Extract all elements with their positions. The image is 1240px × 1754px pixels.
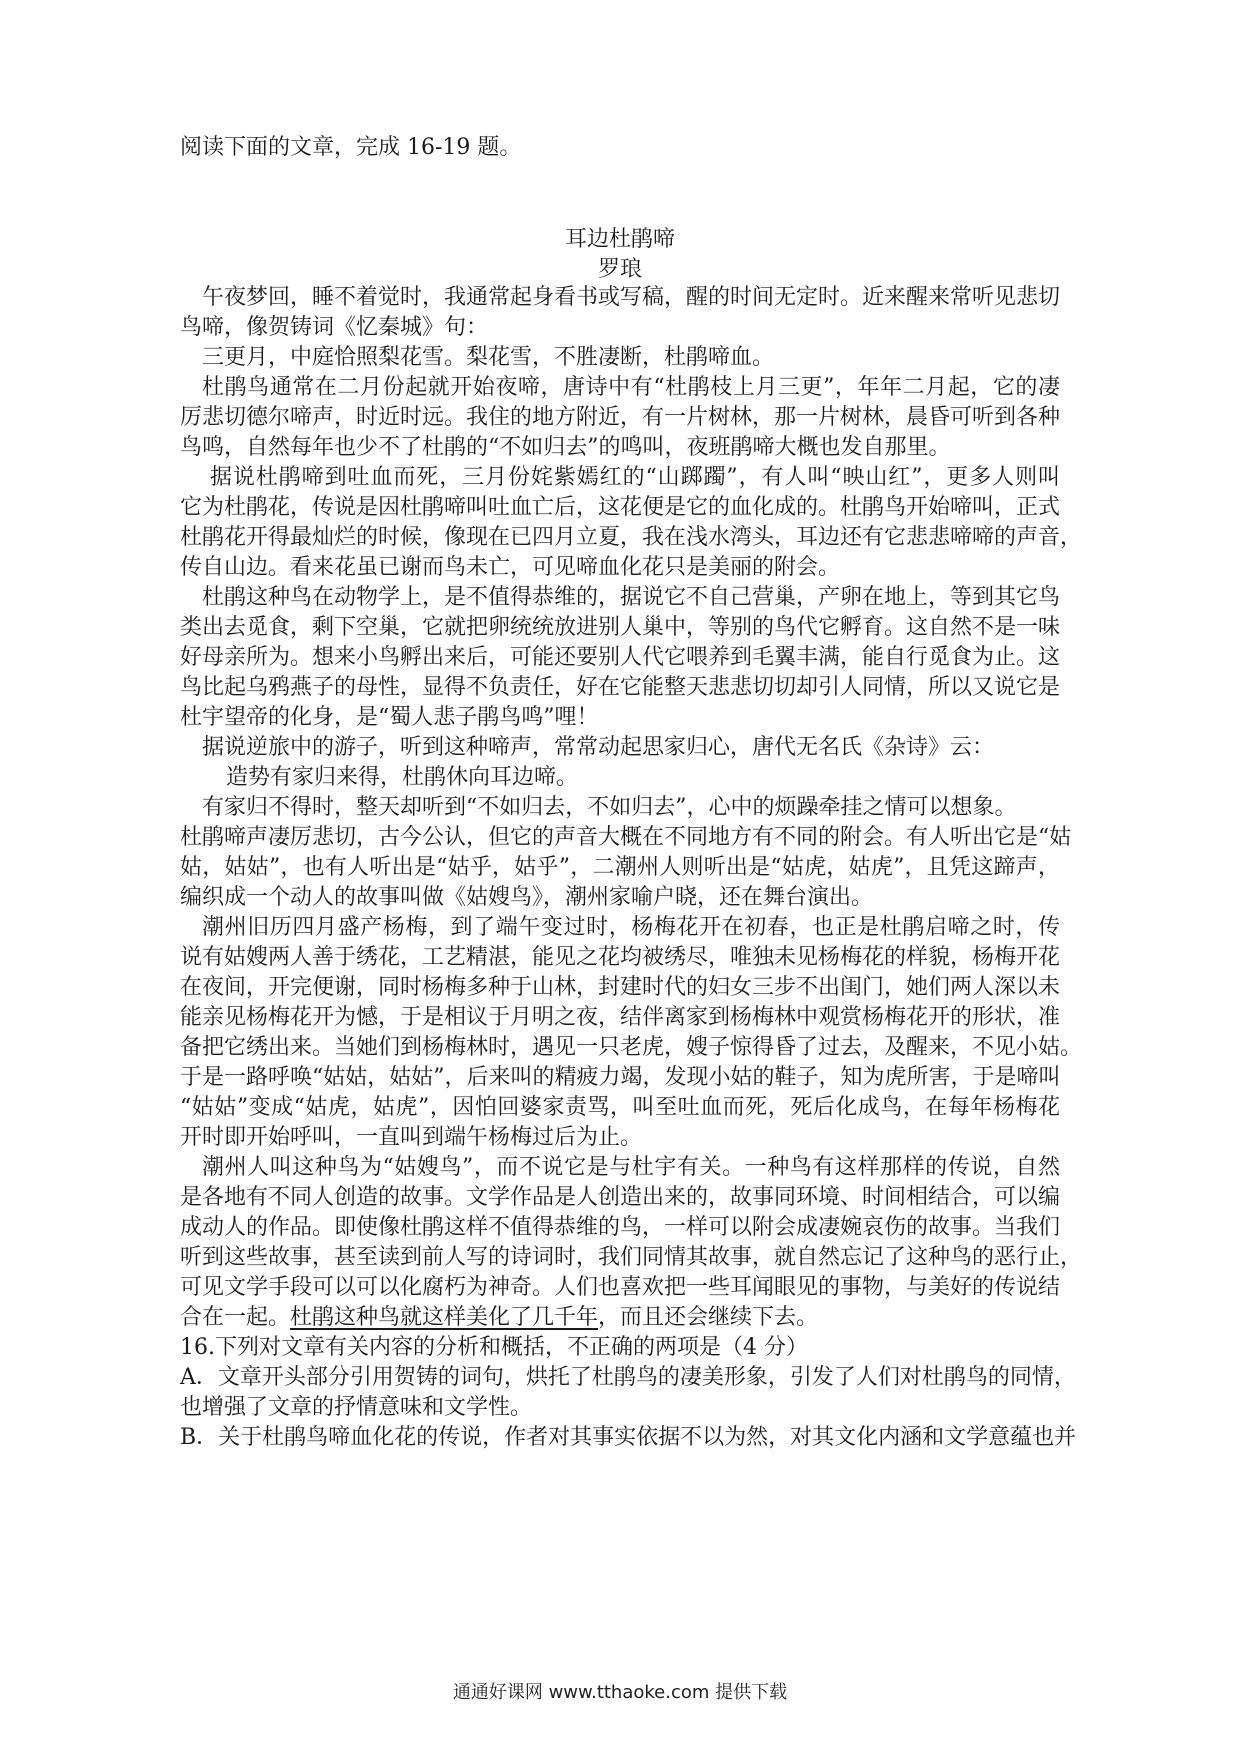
article-line: 杜鹃花开得最灿烂的时候，像现在已四月立夏，我在浅水湾头，耳边还有它悲悲啼啼的声音， — [180, 525, 1083, 550]
article-line: 开时即开始呼叫，一直叫到端午杨梅过后为止。 — [180, 1125, 643, 1150]
article-line: 可见文学手段可以可以化腐朽为神奇。人们也喜欢把一些耳闻眼见的事物，与美好的传说结 — [180, 1275, 1061, 1300]
article-line: 于是一路呼唤“姑姑，姑姑”，后来叫的精疲力竭，发现小姑的鞋子，知为虎所害，于是啼叫 — [180, 1065, 1061, 1090]
article-title: 耳边杜鹃啼 — [564, 227, 675, 252]
article-line: 它为杜鹃花，传说是因杜鹃啼叫吐血亡后，这花便是它的血化成的。杜鹃鸟开始啼叫，正式 — [180, 495, 1061, 520]
option-a-continued: 也增强了文章的抒情意味和文学性。 — [180, 1395, 533, 1420]
article-line: 午夜梦回，睡不着觉时，我通常起身看书或写稿，醒的时间无定时。近来醒来常听见悲切 — [202, 285, 1061, 310]
question-stem: 16.下列对文章有关内容的分析和概括，不正确的两项是（4 分） — [180, 1335, 808, 1360]
article-line: 成动人的作品。即使像杜鹃这样不值得恭维的鸟，一样可以附会成凄婉哀伤的故事。当我们 — [180, 1215, 1061, 1240]
article-line: 类出去觅食，剩下空巢，它就把卵统统放进别人巢中，等别的鸟代它孵育。这自然不是一味 — [180, 615, 1061, 640]
article-line: 有家归不得时，整天却听到“不如归去，不如归去”，心中的烦躁牵挂之情可以想象。 — [202, 795, 1017, 820]
option-a: A．文章开头部分引用贺铸的词句，烘托了杜鹃鸟的凄美形象，引发了人们对杜鹃鸟的同情， — [180, 1365, 1076, 1390]
article-line: 鸟比起乌鸦燕子的母性，显得不负责任，好在它能整天悲悲切切却引人同情，所以又说它是 — [180, 675, 1061, 700]
article-line: 编织成一个动人的故事叫做《姑嫂鸟》，潮州家喻户晓，还在舞台演出。 — [180, 885, 874, 910]
page-footer: 通通好课网 www.tthaoke.com 提供下载 — [452, 1682, 788, 1703]
last-line-end: ，而且还会继续下去。 — [598, 1305, 819, 1330]
article-line: 潮州旧历四月盛产杨梅，到了端午变过时，杨梅花开在初春，也正是杜鹃启啼之时，传 — [202, 915, 1060, 940]
reading-instruction: 阅读下面的文章，完成 16-19 题。 — [180, 135, 522, 160]
article-line: 厉悲切德尔啼声，时近时远。我住的地方附近，有一片树林，那一片树林，晨昏可听到各种 — [180, 405, 1061, 430]
article-line: 姑，姑姑”，也有人听出是“姑乎，姑乎”，二潮州人则听出是“姑虎，姑虎”，且凭这蹄声， — [180, 855, 1060, 880]
option-b: B．关于杜鹃鸟啼血化花的传说，作者对其事实依据不以为然，对其文化内涵和文学意蕴也并 — [180, 1425, 1077, 1450]
article-line: 在夜间，开完便谢，同时杨梅多种于山林，封建时代的妇女三步不出闺门，她们两人深以未 — [180, 975, 1061, 1000]
underlined-sentence: 杜鹃这种鸟就这样美化了几千年 — [290, 1305, 599, 1330]
article-line: 据说逆旅中的游子，听到这种啼声，常常动起思家归心，唐代无名氏《杂诗》云： — [202, 735, 995, 760]
article-last-line — [180, 1303, 818, 1333]
article-line: “姑姑”变成“姑虎，姑虎”，因怕回婆家责骂，叫至吐血而死，死后化成鸟，在每年杨梅花 — [180, 1095, 1060, 1120]
article-line: 杜鹃这种鸟在动物学上，是不值得恭维的，据说它不自己营巢，产卵在地上，等到其它鸟 — [202, 585, 1061, 610]
quoted-verse: 三更月，中庭恰照梨花雪。梨花雪，不胜凄断，杜鹃啼血。 — [202, 345, 775, 370]
article-line: 说有姑嫂两人善于绣花，工艺精湛，能见之花均被绣尽，唯独未见杨梅花的样貌，杨梅开花 — [180, 945, 1061, 970]
article-line: 杜鹃啼声凄厉悲切，古今公认，但它的声音大概在不同地方有不同的附会。有人听出它是“姑 — [180, 825, 1072, 850]
article-line: 传自山边。看来花虽已谢而鸟未亡，可见啼血化花只是美丽的附会。 — [180, 555, 841, 580]
article-line: 鸟鸣，自然每年也少不了杜鹃的“不如归去”的鸣叫，夜班鹃啼大概也发自那里。 — [180, 435, 951, 460]
article-line: 杜鹃鸟通常在二月份起就开始夜啼，唐诗中有“杜鹃枝上月三更”，年年二月起，它的凄 — [202, 375, 1060, 400]
quoted-verse: 造势有家归来得，杜鹃休向耳边啼。 — [226, 765, 579, 790]
article-line: 鸟啼，像贺铸词《忆秦城》句： — [180, 315, 489, 340]
article-line: 好母亲所为。想来小鸟孵出来后，可能还要别人代它喂养到毛翼丰满，能自行觅食为止。这 — [180, 645, 1061, 670]
last-line-start: 合在一起。 — [180, 1305, 291, 1330]
article-line: 据说杜鹃啼到吐血而死，三月份姹紫嫣红的“山踯躅”，有人叫“映山红”，更多人则叫 — [210, 465, 1060, 490]
article-line: 潮州人叫这种鸟为“姑嫂鸟”，而不说它是与杜宇有关。一种鸟有这样那样的传说，自然 — [202, 1155, 1060, 1180]
article-line: 杜宇望帝的化身，是“蜀人悲子鹃鸟鸣”哩！ — [180, 705, 599, 730]
article-line: 听到这些故事，甚至读到前人写的诗词时，我们同情其故事，就自然忘记了这种鸟的恶行止， — [180, 1245, 1083, 1270]
article-author: 罗琅 — [597, 257, 642, 282]
article-line: 是各地有不同人创造的故事。文学作品是人创造出来的，故事同环境、时间相结合，可以编 — [180, 1185, 1061, 1210]
article-line: 备把它绣出来。当她们到杨梅林时，遇见一只老虎，嫂子惊得昏了过去，及醒来，不见小姑。 — [180, 1035, 1083, 1060]
article-line: 能亲见杨梅花开为憾，于是相议于月明之夜，结伴离家到杨梅林中观赏杨梅花开的形状，准 — [180, 1005, 1061, 1030]
